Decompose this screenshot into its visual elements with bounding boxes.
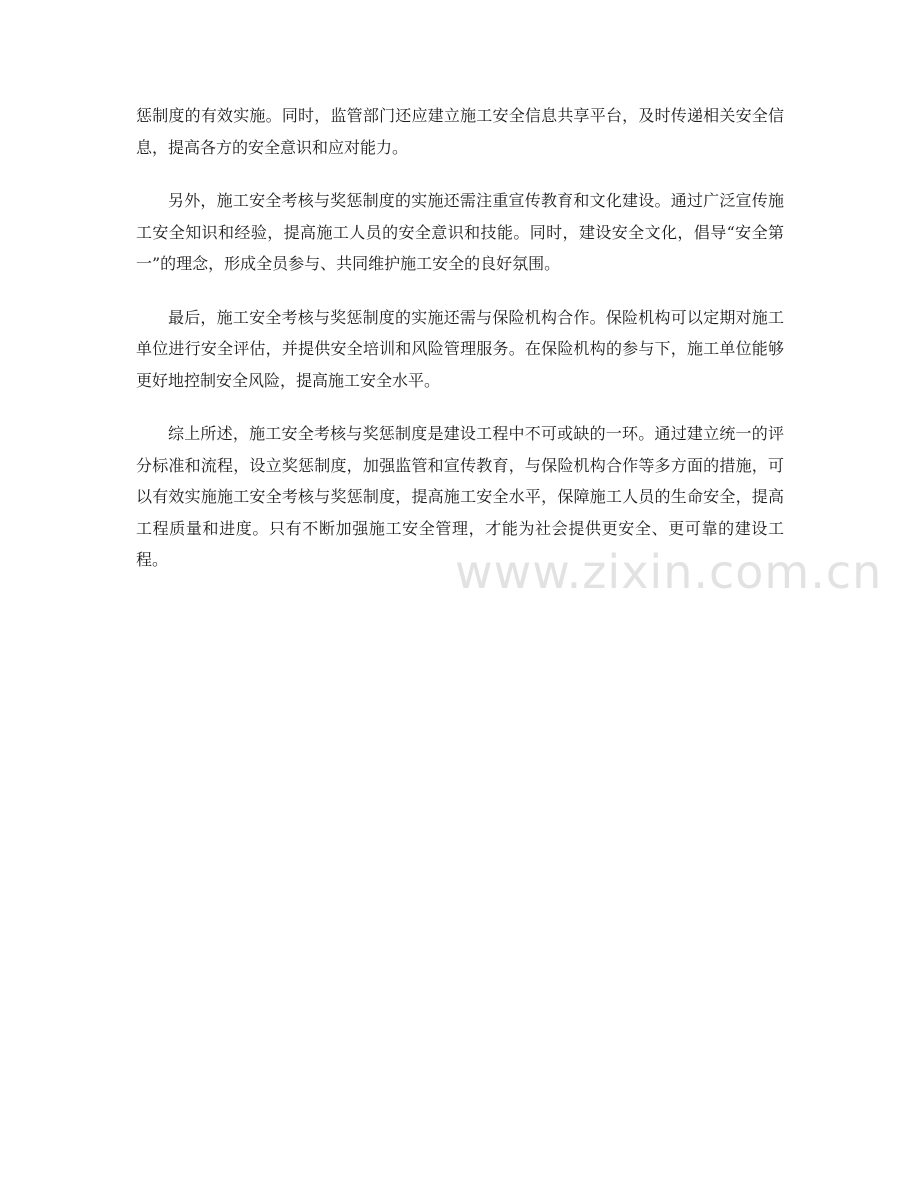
paragraph-summary: 综上所述，施工安全考核与奖惩制度是建设工程中不可或缺的一环。通过建立统一的评分标准和流程，设立奖惩制度，加强监管和宣传教育，与保险机构合作等多方面的措施，可以有效实施施工安全考核与奖惩制度，提高施工安全水平，保障施工人员的生命安全，提高工程质量和进度。只有不断加强施工安全管理，才能为社会提供更安全、更可靠的建设工程。 <box>136 424 784 569</box>
document-body <box>136 100 784 598</box>
paragraph-education: 另外，施工安全考核与奖惩制度的实施还需注重宣传教育和文化建设。通过广泛宣传施工安全知识和经验，提高施工人员的安全意识和技能。同时，建设安全文化，倡导“安全第一”的理念，形成全员参与、共同维护施工安全的良好氛围。 <box>136 191 784 273</box>
paragraph-insurance: 最后，施工安全考核与奖惩制度的实施还需与保险机构合作。保险机构可以定期对施工单位进行安全评估，并提供安全培训和风险管理服务。在保险机构的参与下，施工单位能够更好地控制安全风险，提高施工安全水平。 <box>136 307 784 390</box>
watermark-text: www.zixin.com.cn <box>455 545 883 599</box>
paragraph-continuation: 惩制度的有效实施。同时，监管部门还应建立施工安全信息共享平台，及时传递相关安全信息，提高各方的安全意识和应对能力。 <box>136 106 784 157</box>
